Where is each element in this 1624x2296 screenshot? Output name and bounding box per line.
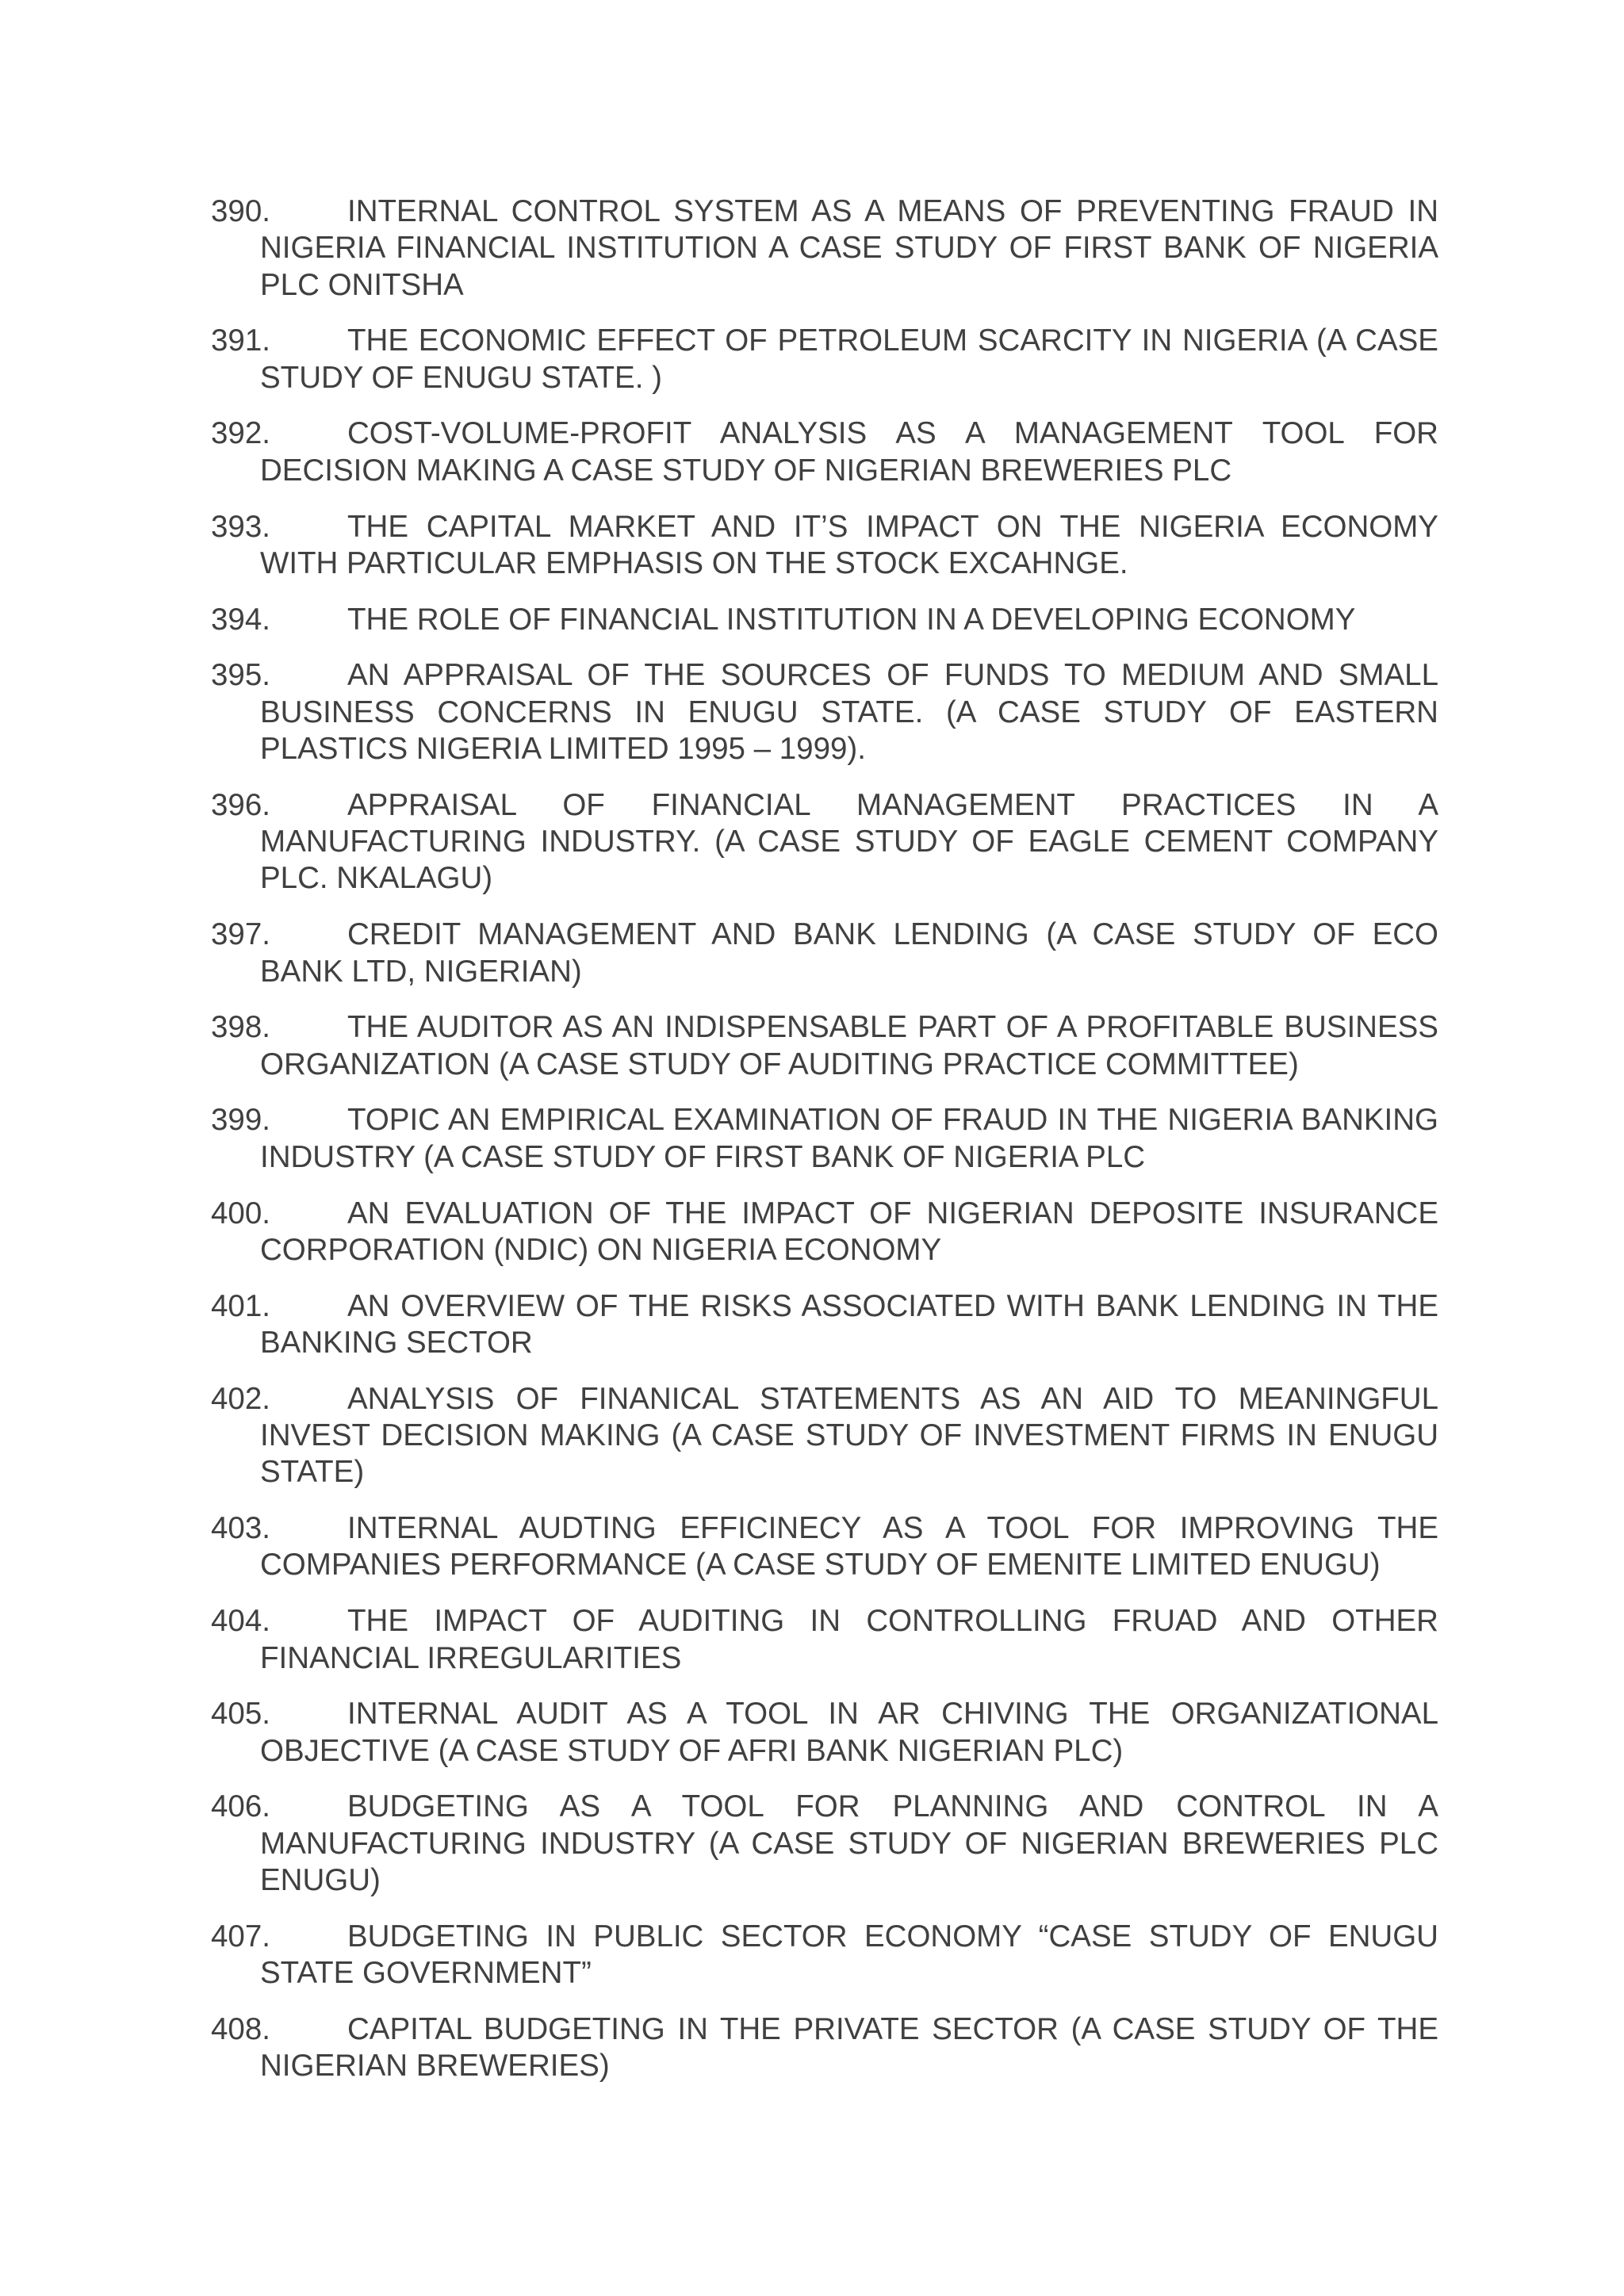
item-number: 404. [211, 1604, 270, 1639]
item-number: 395. [211, 658, 270, 693]
item-number: 401. [211, 1288, 270, 1323]
item-text: ANALYSIS OF FINANICAL STATEMENTS AS AN AID TO MEANINGFUL INVEST DECISION MAKING (A CASE STUDY OF INVESTMENT FIRMS IN ENUGU STATE) [260, 1381, 1438, 1490]
item-text: INTERNAL CONTROL SYSTEM AS A MEANS OF PREVENTING FRAUD IN NIGERIA FINANCIAL INSTITUTION A CASE STUDY OF FIRST BANK OF NIGERIA PLC ONITSHA [260, 194, 1438, 302]
list-item [211, 1381, 1438, 1491]
item-text: APPRAISAL OF FINANCIAL MANAGEMENT PRACTICES IN A MANUFACTURING INDUSTRY. (A CASE STUDY OF EAGLE CEMENT COMPANY PLC. NKALAGU) [260, 787, 1438, 896]
list-item [211, 323, 1438, 396]
item-text: THE CAPITAL MARKET AND IT’S IMPACT ON THE NIGERIA ECONOMY WITH PARTICULAR EMPHASIS ON THE STOCK EXCAHNGE. [260, 509, 1438, 580]
item-text: AN APPRAISAL OF THE SOURCES OF FUNDS TO MEDIUM AND SMALL BUSINESS CONCERNS IN ENUGU STATE. (A CASE STUDY OF EASTERN PLASTICS NIGERIA LIMITED 1995 – 1999). [260, 658, 1438, 767]
list-item [211, 1919, 1438, 1992]
item-number: 390. [211, 194, 270, 228]
item-text: THE ECONOMIC EFFECT OF PETROLEUM SCARCITY IN NIGERIA (A CASE STUDY OF ENUGU STATE. ) [260, 323, 1438, 395]
list-item [211, 602, 1438, 638]
item-number: 392. [211, 416, 270, 451]
item-text: INTERNAL AUDTING EFFICINECY AS A TOOL FOR IMPROVING THE COMPANIES PERFORMANCE (A CASE STUDY OF EMENITE LIMITED ENUGU) [260, 1511, 1438, 1582]
list-item [211, 1288, 1438, 1362]
item-number: 407. [211, 1919, 270, 1954]
item-number: 408. [211, 2011, 270, 2046]
item-number: 394. [211, 602, 270, 637]
item-text: INTERNAL AUDIT AS A TOOL IN AR CHIVING THE ORGANIZATIONAL OBJECTIVE (A CASE STUDY OF AFRI BANK NIGERIAN PLC) [260, 1697, 1438, 1768]
list-item [211, 1510, 1438, 1584]
list-item [211, 193, 1438, 304]
item-number: 397. [211, 917, 270, 952]
item-number: 396. [211, 787, 270, 822]
list-item [211, 1102, 1438, 1176]
list-item [211, 657, 1438, 767]
list-item [211, 1009, 1438, 1083]
list-item [211, 509, 1438, 583]
item-number: 399. [211, 1103, 270, 1138]
item-text: CREDIT MANAGEMENT AND BANK LENDING (A CASE STUDY OF ECO BANK LTD, NIGERIAN) [260, 917, 1438, 989]
item-text: THE IMPACT OF AUDITING IN CONTROLLING FRUAD AND OTHER FINANCIAL IRREGULARITIES [260, 1604, 1438, 1675]
item-text: BUDGETING AS A TOOL FOR PLANNING AND CONTROL IN A MANUFACTURING INDUSTRY (A CASE STUDY OF NIGERIAN BREWERIES PLC ENUGU) [260, 1789, 1438, 1897]
item-text: COST-VOLUME-PROFIT ANALYSIS AS A MANAGEMENT TOOL FOR DECISION MAKING A CASE STUDY OF NIGERIAN BREWERIES PLC [260, 416, 1438, 488]
topic-list [211, 193, 1438, 2104]
list-item [211, 1696, 1438, 1770]
list-item [211, 787, 1438, 897]
item-text: THE ROLE OF FINANCIAL INSTITUTION IN A DEVELOPING ECONOMY [347, 602, 1356, 637]
list-item [211, 916, 1438, 990]
list-item [211, 1603, 1438, 1677]
item-number: 391. [211, 323, 270, 358]
item-text: AN OVERVIEW OF THE RISKS ASSOCIATED WITH BANK LENDING IN THE BANKING SECTOR [260, 1288, 1438, 1360]
item-number: 398. [211, 1010, 270, 1045]
item-text: TOPIC AN EMPIRICAL EXAMINATION OF FRAUD IN THE NIGERIA BANKING INDUSTRY (A CASE STUDY OF FIRST BANK OF NIGERIA PLC [260, 1103, 1438, 1174]
item-number: 405. [211, 1697, 270, 1732]
item-text: BUDGETING IN PUBLIC SECTOR ECONOMY “CASE STUDY OF ENUGU STATE GOVERNMENT” [260, 1919, 1438, 1991]
item-text: CAPITAL BUDGETING IN THE PRIVATE SECTOR (A CASE STUDY OF THE NIGERIAN BREWERIES) [260, 2011, 1438, 2084]
list-item [211, 415, 1438, 489]
list-item [211, 2011, 1438, 2085]
item-number: 403. [211, 1511, 270, 1546]
item-number: 393. [211, 509, 270, 544]
item-number: 402. [211, 1381, 270, 1416]
item-number: 406. [211, 1789, 270, 1824]
item-text: THE AUDITOR AS AN INDISPENSABLE PART OF A PROFITABLE BUSINESS ORGANIZATION (A CASE STUDY OF AUDITING PRACTICE COMMITTEE) [260, 1010, 1438, 1081]
item-number: 400. [211, 1196, 270, 1230]
list-item [211, 1196, 1438, 1269]
list-item [211, 1789, 1438, 1899]
item-text: AN EVALUATION OF THE IMPACT OF NIGERIAN DEPOSITE INSURANCE CORPORATION (NDIC) ON NIGERIA ECONOMY [260, 1196, 1438, 1267]
